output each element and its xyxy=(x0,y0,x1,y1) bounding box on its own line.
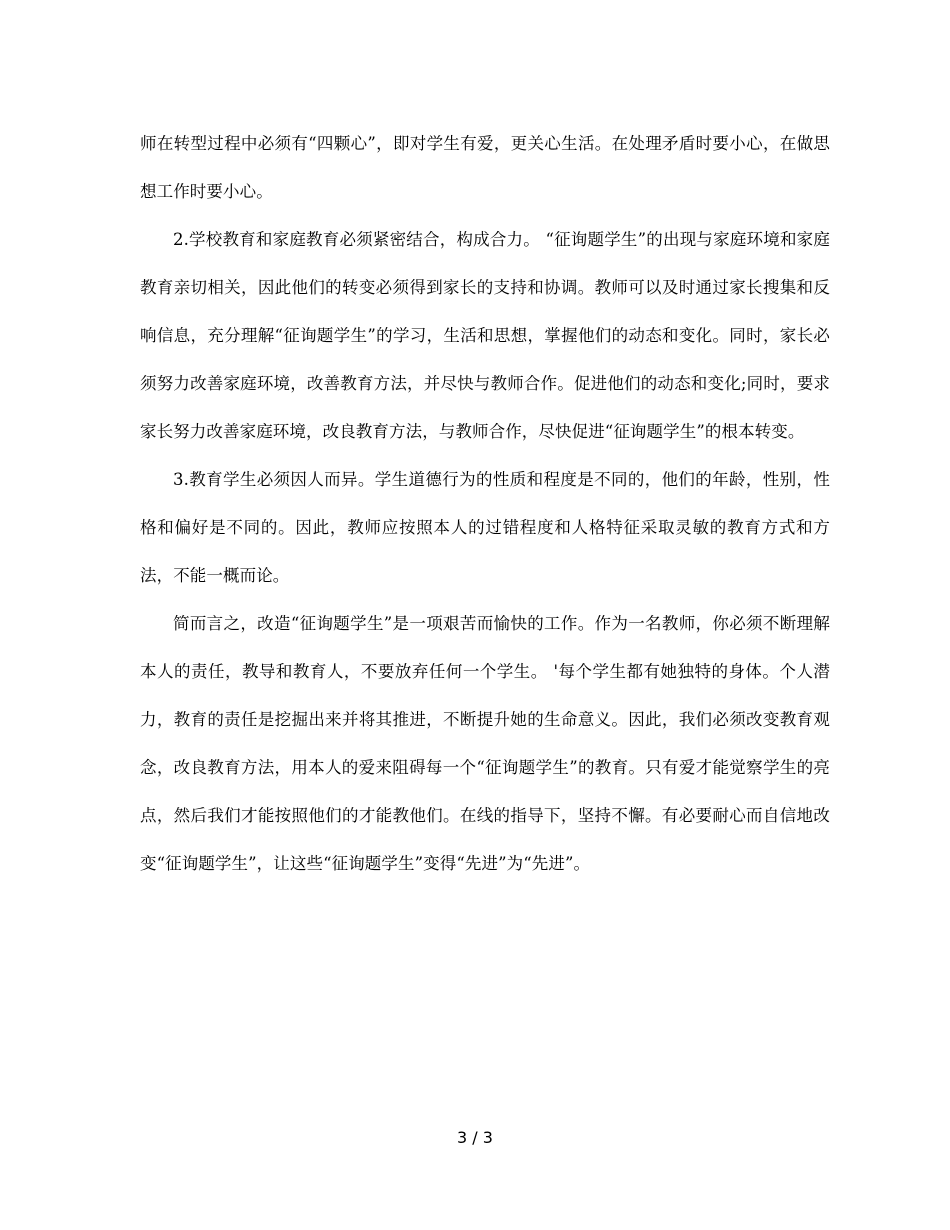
page-number: 3 / 3 xyxy=(457,1128,493,1147)
paragraph-individualized-education: 3.教育学生必须因人而异。学生道德行为的性质和程度是不同的，他们的年龄，性别，性格和偏好是不同的。因此，教师应按照本人的过错程度和人格特征采取灵敏的教育方式和方法，不能一概而论。 xyxy=(140,470,830,585)
paragraph-continuation: 师在转型过程中必须有“四颗心”，即对学生有爱，更关心生活。在处理矛盾时要小心，在做思想工作时要小心。 xyxy=(140,134,830,201)
document-body xyxy=(140,120,830,888)
paragraph-conclusion: 简而言之，改造“征询题学生”是一项艰苦而愉快的工作。作为一名教师，你必须不断理解本人的责任，教导和教育人，不要放弃任何一个学生。 '每个学生都有她独特的身体。个人潜力，教育的责任是挖掘出来并将其推进，不断提升她的生命意义。因此，我们必须改变教育观念，改良教育方法，用本人的爱来阻碍每一个“征询题学生”的教育。只有爱才能觉察学生的亮点，然后我们才能按照他们的才能教他们。在线的指导下，坚持不懈。有必要耐心而自信地改变“征询题学生”，让这些“征询题学生”变得“先进”为“先进”。 xyxy=(140,614,830,873)
paragraph-school-family-education: 2.学校教育和家庭教育必须紧密结合，构成合力。 “征询题学生”的出现与家庭环境和家庭教育亲切相关，因此他们的转变必须得到家长的支持和协调。教师可以及时通过家长搜集和反响信息，充分理解“征询题学生”的学习，生活和思想，掌握他们的动态和变化。同时，家长必须努力改善家庭环境，改善教育方法，并尽快与教师合作。促进他们的动态和变化;同时，要求家长努力改善家庭环境，改良教育方法，与教师合作，尽快促进“征询题学生”的根本转变。 xyxy=(140,230,830,441)
